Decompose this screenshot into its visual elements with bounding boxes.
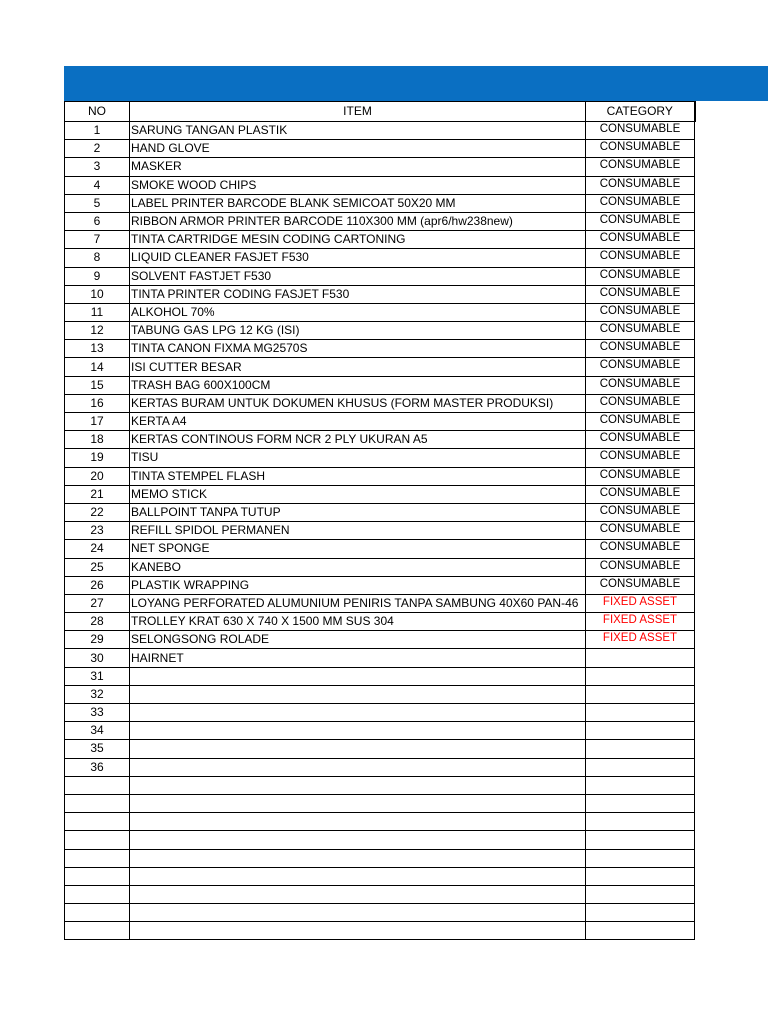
cell-item[interactable]: KERTA A4: [130, 413, 586, 431]
table-row: [65, 722, 695, 740]
cell-no[interactable]: [65, 867, 130, 885]
cell-no[interactable]: 2: [65, 140, 130, 158]
cell-category[interactable]: FIXED ASSET: [586, 631, 695, 649]
column-header-no: NO: [65, 102, 130, 122]
cell-item[interactable]: [130, 722, 586, 740]
cell-item[interactable]: MASKER: [130, 158, 586, 176]
cell-item[interactable]: REFILL SPIDOL PERMANEN: [130, 522, 586, 540]
cell-item[interactable]: MEMO STICK: [130, 485, 586, 503]
cell-category[interactable]: CONSUMABLE: [586, 140, 695, 158]
table-row: [65, 322, 695, 340]
cell-category[interactable]: CONSUMABLE: [586, 467, 695, 485]
cell-no[interactable]: [65, 794, 130, 812]
cell-category[interactable]: [586, 813, 695, 831]
cell-no[interactable]: 23: [65, 522, 130, 540]
cell-no[interactable]: 11: [65, 303, 130, 321]
cell-no[interactable]: 34: [65, 722, 130, 740]
table-row: [65, 431, 695, 449]
table-header-row: [65, 102, 695, 122]
cell-no[interactable]: [65, 776, 130, 794]
cell-category[interactable]: CONSUMABLE: [586, 576, 695, 594]
cell-category[interactable]: CONSUMABLE: [586, 176, 695, 194]
cell-no[interactable]: 31: [65, 667, 130, 685]
table-row: [65, 122, 695, 140]
cell-no[interactable]: [65, 904, 130, 922]
cell-category[interactable]: FIXED ASSET: [586, 613, 695, 631]
cell-category[interactable]: CONSUMABLE: [586, 413, 695, 431]
cell-item[interactable]: HAIRNET: [130, 649, 586, 667]
table-row: [65, 649, 695, 667]
table-row: [65, 904, 695, 922]
cell-category[interactable]: [586, 722, 695, 740]
cell-item[interactable]: LIQUID CLEANER FASJET F530: [130, 249, 586, 267]
cell-item[interactable]: TABUNG GAS LPG 12 KG (ISI): [130, 322, 586, 340]
cell-no[interactable]: 27: [65, 594, 130, 612]
cell-category[interactable]: [586, 704, 695, 722]
cell-category[interactable]: CONSUMABLE: [586, 558, 695, 576]
cell-item[interactable]: ALKOHOL 70%: [130, 303, 586, 321]
table-row: [65, 631, 695, 649]
cell-item[interactable]: TINTA PRINTER CODING FASJET F530: [130, 285, 586, 303]
cell-category[interactable]: CONSUMABLE: [586, 231, 695, 249]
table-row: [65, 813, 695, 831]
cell-category[interactable]: [586, 849, 695, 867]
table-row: [65, 249, 695, 267]
cell-no[interactable]: 22: [65, 503, 130, 521]
cell-no[interactable]: 24: [65, 540, 130, 558]
table-row: [65, 358, 695, 376]
cell-category[interactable]: [586, 885, 695, 903]
cell-category[interactable]: CONSUMABLE: [586, 194, 695, 212]
cell-no[interactable]: 9: [65, 267, 130, 285]
table-row: [65, 394, 695, 412]
cell-item[interactable]: [130, 740, 586, 758]
table-row: [65, 176, 695, 194]
cell-no[interactable]: 6: [65, 212, 130, 230]
cell-no[interactable]: 19: [65, 449, 130, 467]
table-row: [65, 303, 695, 321]
cell-item[interactable]: TINTA CANON FIXMA MG2570S: [130, 340, 586, 358]
cell-no[interactable]: 32: [65, 685, 130, 703]
cell-item[interactable]: KERTAS BURAM UNTUK DOKUMEN KHUSUS (FORM MASTER PRODUKSI): [130, 394, 586, 412]
cell-category[interactable]: [586, 794, 695, 812]
table-row: [65, 776, 695, 794]
cell-no[interactable]: 15: [65, 376, 130, 394]
header-banner: [64, 66, 768, 101]
cell-category[interactable]: CONSUMABLE: [586, 485, 695, 503]
cell-category[interactable]: CONSUMABLE: [586, 503, 695, 521]
cell-category[interactable]: CONSUMABLE: [586, 340, 695, 358]
cell-no[interactable]: 18: [65, 431, 130, 449]
column-header-category: CATEGORY: [586, 102, 695, 122]
cell-item[interactable]: [130, 867, 586, 885]
cell-item[interactable]: TRASH BAG 600X100CM: [130, 376, 586, 394]
cell-item[interactable]: [130, 831, 586, 849]
column-header-item: ITEM: [130, 102, 586, 122]
table-row: [65, 704, 695, 722]
cell-item[interactable]: [130, 794, 586, 812]
cell-no[interactable]: 14: [65, 358, 130, 376]
cell-no[interactable]: 16: [65, 394, 130, 412]
cell-category[interactable]: CONSUMABLE: [586, 285, 695, 303]
cell-category[interactable]: [586, 740, 695, 758]
table-row: [65, 485, 695, 503]
cell-no[interactable]: 30: [65, 649, 130, 667]
table-row: [65, 503, 695, 521]
table-row: [65, 613, 695, 631]
cell-no[interactable]: 3: [65, 158, 130, 176]
table-row: [65, 540, 695, 558]
table-row: [65, 740, 695, 758]
cell-item[interactable]: PLASTIK WRAPPING: [130, 576, 586, 594]
cell-no[interactable]: 29: [65, 631, 130, 649]
table-row: [65, 340, 695, 358]
table-row: [65, 285, 695, 303]
cell-item[interactable]: LOYANG PERFORATED ALUMUNIUM PENIRIS TANPA SAMBUNG 40X60 PAN-46: [130, 594, 586, 612]
cell-category[interactable]: [586, 776, 695, 794]
table-row: [65, 376, 695, 394]
table-row: [65, 667, 695, 685]
cell-category[interactable]: CONSUMABLE: [586, 449, 695, 467]
table-row: [65, 849, 695, 867]
item-table: [64, 101, 696, 940]
table-row: [65, 467, 695, 485]
table-row: [65, 685, 695, 703]
table-row: [65, 212, 695, 230]
cell-item[interactable]: [130, 704, 586, 722]
cell-category[interactable]: [586, 758, 695, 776]
table-row: [65, 194, 695, 212]
cell-category[interactable]: [586, 904, 695, 922]
cell-category[interactable]: [586, 867, 695, 885]
cell-item[interactable]: KERTAS CONTINOUS FORM NCR 2 PLY UKURAN A5: [130, 431, 586, 449]
cell-category[interactable]: FIXED ASSET: [586, 594, 695, 612]
cell-item[interactable]: TISU: [130, 449, 586, 467]
cell-no[interactable]: 4: [65, 176, 130, 194]
cell-category[interactable]: CONSUMABLE: [586, 267, 695, 285]
cell-category[interactable]: CONSUMABLE: [586, 303, 695, 321]
cell-item[interactable]: [130, 685, 586, 703]
cell-no[interactable]: 35: [65, 740, 130, 758]
cell-item[interactable]: SMOKE WOOD CHIPS: [130, 176, 586, 194]
cell-category[interactable]: CONSUMABLE: [586, 249, 695, 267]
cell-category[interactable]: CONSUMABLE: [586, 122, 695, 140]
table-row: [65, 140, 695, 158]
table-row: [65, 831, 695, 849]
cell-item[interactable]: [130, 885, 586, 903]
cell-no[interactable]: 13: [65, 340, 130, 358]
cell-category[interactable]: [586, 649, 695, 667]
cell-item[interactable]: [130, 776, 586, 794]
cell-item[interactable]: NET SPONGE: [130, 540, 586, 558]
table-row: [65, 576, 695, 594]
table-row: [65, 413, 695, 431]
cell-no[interactable]: 5: [65, 194, 130, 212]
cell-category[interactable]: [586, 922, 695, 940]
cell-item[interactable]: [130, 904, 586, 922]
cell-no[interactable]: 28: [65, 613, 130, 631]
cell-no[interactable]: 26: [65, 576, 130, 594]
cell-item[interactable]: KANEBO: [130, 558, 586, 576]
table-row: [65, 449, 695, 467]
cell-item[interactable]: LABEL PRINTER BARCODE BLANK SEMICOAT 50X20 MM: [130, 194, 586, 212]
cell-category[interactable]: CONSUMABLE: [586, 212, 695, 230]
cell-no[interactable]: 10: [65, 285, 130, 303]
cell-no[interactable]: 17: [65, 413, 130, 431]
cell-no[interactable]: 8: [65, 249, 130, 267]
cell-category[interactable]: CONSUMABLE: [586, 394, 695, 412]
cell-category[interactable]: CONSUMABLE: [586, 540, 695, 558]
table-row: [65, 558, 695, 576]
cell-no[interactable]: 21: [65, 485, 130, 503]
cell-item[interactable]: TINTA CARTRIDGE MESIN CODING CARTONING: [130, 231, 586, 249]
cell-item[interactable]: [130, 758, 586, 776]
table-row: [65, 794, 695, 812]
cell-item[interactable]: [130, 922, 586, 940]
cell-item[interactable]: RIBBON ARMOR PRINTER BARCODE 110X300 MM (apr6/hw238new): [130, 212, 586, 230]
cell-no[interactable]: 33: [65, 704, 130, 722]
cell-category[interactable]: CONSUMABLE: [586, 522, 695, 540]
cell-item[interactable]: TINTA STEMPEL FLASH: [130, 467, 586, 485]
cell-item[interactable]: [130, 849, 586, 867]
table-row: [65, 231, 695, 249]
cell-item[interactable]: SOLVENT FASTJET F530: [130, 267, 586, 285]
cell-item[interactable]: SELONGSONG ROLADE: [130, 631, 586, 649]
cell-item[interactable]: TROLLEY KRAT 630 X 740 X 1500 MM SUS 304: [130, 613, 586, 631]
cell-no[interactable]: [65, 922, 130, 940]
cell-no[interactable]: [65, 849, 130, 867]
table-row: [65, 885, 695, 903]
cell-item[interactable]: [130, 667, 586, 685]
cell-no[interactable]: 7: [65, 231, 130, 249]
cell-no[interactable]: 25: [65, 558, 130, 576]
cell-category[interactable]: CONSUMABLE: [586, 158, 695, 176]
cell-no[interactable]: 20: [65, 467, 130, 485]
cell-no[interactable]: [65, 885, 130, 903]
cell-category[interactable]: CONSUMABLE: [586, 431, 695, 449]
cell-item[interactable]: ISI CUTTER BESAR: [130, 358, 586, 376]
cell-category[interactable]: [586, 667, 695, 685]
table-row: [65, 922, 695, 940]
cell-item[interactable]: SARUNG TANGAN PLASTIK: [130, 122, 586, 140]
table-row: [65, 522, 695, 540]
cell-item[interactable]: HAND GLOVE: [130, 140, 586, 158]
table-row: [65, 594, 695, 612]
cell-category[interactable]: [586, 831, 695, 849]
table-row: [65, 267, 695, 285]
cell-no[interactable]: [65, 831, 130, 849]
cell-category[interactable]: CONSUMABLE: [586, 322, 695, 340]
table-row: [65, 158, 695, 176]
cell-item[interactable]: [130, 813, 586, 831]
cell-category[interactable]: [586, 685, 695, 703]
table-row: [65, 758, 695, 776]
cell-no[interactable]: 36: [65, 758, 130, 776]
cell-no[interactable]: 12: [65, 322, 130, 340]
cell-item[interactable]: BALLPOINT TANPA TUTUP: [130, 503, 586, 521]
table-row: [65, 867, 695, 885]
cell-no[interactable]: [65, 813, 130, 831]
cell-category[interactable]: CONSUMABLE: [586, 358, 695, 376]
cell-category[interactable]: CONSUMABLE: [586, 376, 695, 394]
cell-no[interactable]: 1: [65, 122, 130, 140]
